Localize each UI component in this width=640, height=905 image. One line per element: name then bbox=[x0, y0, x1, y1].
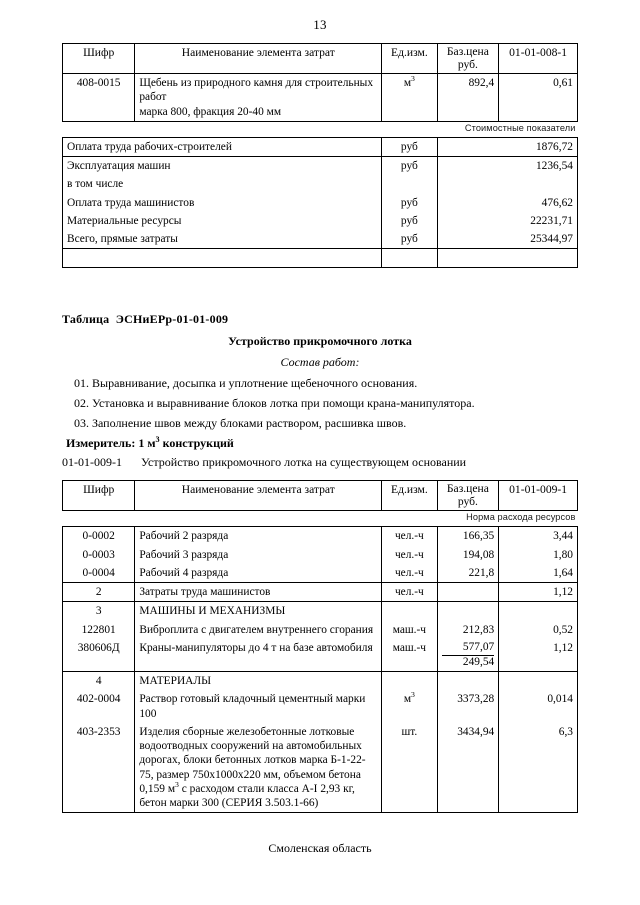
cell-unit-exponent: 3 bbox=[411, 690, 415, 700]
section-gap bbox=[62, 268, 578, 312]
cell-unit: маш.-ч bbox=[382, 639, 437, 672]
cost-unit: руб bbox=[382, 137, 437, 156]
cell-norm: 3,44 bbox=[499, 527, 578, 546]
col-header-price bbox=[437, 481, 499, 511]
col-header-price-line1: Баз.цена bbox=[446, 482, 489, 496]
cell-unit bbox=[382, 602, 437, 621]
cell-price bbox=[437, 602, 499, 621]
cell-norm: 1,80 bbox=[499, 546, 578, 564]
cost-value bbox=[499, 175, 578, 193]
table-row bbox=[63, 583, 578, 602]
cell-norm: 1,64 bbox=[499, 564, 578, 583]
table-row-bottom-pad bbox=[63, 249, 578, 268]
cell-unit: маш.-ч bbox=[382, 621, 437, 639]
band-label-cost: Стоимостные показатели bbox=[464, 122, 576, 133]
band-label-norms: Норма расхода ресурсов bbox=[466, 512, 576, 523]
table-row-cost bbox=[63, 157, 578, 176]
cell-norm bbox=[499, 672, 578, 691]
col-header-name: Наименование элемента затрат bbox=[135, 44, 382, 74]
work-item: 03. Заполнение швов между блоками раствором, расшивка швов. bbox=[74, 416, 407, 431]
cell-name: Рабочий 2 разряда bbox=[135, 527, 382, 546]
cell-price: 221,8 bbox=[437, 564, 499, 583]
section-heading-block bbox=[62, 312, 578, 470]
table-header-row bbox=[63, 481, 578, 511]
cost-unit: руб bbox=[382, 230, 437, 249]
cell-code: 4 bbox=[63, 672, 135, 691]
cell-price: 166,35 bbox=[437, 527, 499, 546]
table-row-cost bbox=[63, 212, 578, 230]
pad-unit bbox=[382, 249, 437, 268]
cell-code: 0-0003 bbox=[63, 546, 135, 564]
cell-unit bbox=[382, 672, 437, 691]
cell-code: 403-2353 bbox=[63, 723, 135, 813]
cost-empty bbox=[437, 230, 499, 249]
page-number: 13 bbox=[313, 17, 327, 32]
work-item: 02. Установка и выравнивание блоков лотка при помощи крана-манипулятора. bbox=[74, 396, 475, 411]
col-header-price-line1: Баз.цена bbox=[446, 45, 489, 58]
table-row-resource bbox=[63, 74, 578, 122]
cell-unit-exponent: 3 bbox=[411, 74, 415, 84]
table-01-01-008 bbox=[62, 43, 578, 268]
table-caption bbox=[62, 312, 578, 327]
table-row-long-description bbox=[63, 723, 578, 813]
cell-name-line2: марка 800, фракция 20-40 мм bbox=[139, 105, 282, 118]
cell-unit: чел.-ч bbox=[382, 527, 437, 546]
cost-label: в том числе bbox=[63, 175, 382, 193]
izmeritel-line bbox=[66, 436, 578, 451]
cell-price: 3434,94 bbox=[437, 723, 499, 813]
col-header-name: Наименование элемента затрат bbox=[135, 481, 382, 511]
table-header-row bbox=[63, 44, 578, 74]
cell-name: МАТЕРИАЛЫ bbox=[135, 672, 382, 691]
footer-region: Смоленская область bbox=[268, 841, 372, 856]
izmeritel-exponent: 3 bbox=[155, 435, 160, 445]
cost-empty bbox=[437, 137, 499, 156]
cost-unit: руб bbox=[382, 194, 437, 212]
band-row-cost-indicators bbox=[63, 121, 578, 137]
table-row-crane bbox=[63, 639, 578, 672]
izmeritel-suffix: конструкций bbox=[159, 436, 234, 451]
table-row bbox=[63, 564, 578, 583]
cell-name: Рабочий 4 разряда bbox=[135, 564, 382, 583]
cell-unit bbox=[382, 690, 437, 723]
price-denominator: 249,54 bbox=[462, 655, 495, 668]
cost-unit: руб bbox=[382, 212, 437, 230]
table-row-cost bbox=[63, 230, 578, 249]
col-header-code: Шифр bbox=[63, 481, 135, 511]
table-row-group-title bbox=[63, 602, 578, 621]
col-header-price bbox=[437, 44, 499, 74]
cost-unit: руб bbox=[382, 157, 437, 176]
cell-norm: 0,014 bbox=[499, 690, 578, 723]
cell-name bbox=[135, 74, 382, 122]
cell-unit-text: м bbox=[403, 77, 412, 90]
cell-name: Краны-манипуляторы до 4 т на базе автомобиля bbox=[135, 639, 382, 672]
cost-label: Эксплуатация машин bbox=[63, 157, 382, 176]
cost-value: 22231,71 bbox=[499, 212, 578, 230]
cell-norm: 0,52 bbox=[499, 621, 578, 639]
table-row bbox=[63, 690, 578, 723]
cost-empty bbox=[437, 212, 499, 230]
cell-code: 3 bbox=[63, 602, 135, 621]
izmeritel-prefix: Измеритель: 1 м bbox=[66, 436, 156, 451]
price-numerator: 577,07 bbox=[442, 641, 495, 656]
cell-unit: чел.-ч bbox=[382, 546, 437, 564]
band-row-resource-norms bbox=[63, 511, 578, 527]
band-spacer bbox=[63, 511, 382, 527]
cell-norm bbox=[499, 602, 578, 621]
cell-norm: 1,12 bbox=[499, 583, 578, 602]
col-header-unit: Ед.изм. bbox=[382, 481, 437, 511]
cell-name: Затраты труда машинистов bbox=[135, 583, 382, 602]
cell-code: 2 bbox=[63, 583, 135, 602]
page-content bbox=[62, 43, 578, 856]
col-header-price-line2: руб. bbox=[457, 494, 478, 508]
cell-price: 212,83 bbox=[437, 621, 499, 639]
col-header-unit: Ед.изм. bbox=[382, 44, 437, 74]
col-header-code: Шифр bbox=[63, 44, 135, 74]
pad-price bbox=[437, 249, 499, 268]
cost-unit bbox=[382, 175, 437, 193]
cell-code: 0-0002 bbox=[63, 527, 135, 546]
work-title: Устройство прикромочного лотка bbox=[228, 334, 412, 349]
cell-unit: чел.-ч bbox=[382, 583, 437, 602]
cell-name: МАШИНЫ И МЕХАНИЗМЫ bbox=[135, 602, 382, 621]
norm-line bbox=[62, 455, 578, 470]
cost-empty bbox=[437, 175, 499, 193]
cell-price-fraction bbox=[437, 639, 499, 672]
cell-name: Виброплита с двигателем внутреннего сгорания bbox=[135, 621, 382, 639]
cost-value: 1236,54 bbox=[499, 157, 578, 176]
cell-norm: 6,3 bbox=[499, 723, 578, 813]
cell-code: 380606Д bbox=[63, 639, 135, 672]
cell-code: 408-0015 bbox=[63, 74, 135, 122]
cost-value: 476,62 bbox=[499, 194, 578, 212]
cost-label: Оплата труда машинистов bbox=[63, 194, 382, 212]
cell-norm: 0,61 bbox=[499, 74, 578, 122]
table-row bbox=[63, 527, 578, 546]
cell-price: 3373,28 bbox=[437, 690, 499, 723]
col-header-norm: 01-01-008-1 bbox=[499, 44, 578, 74]
cost-label: Всего, прямые затраты bbox=[63, 230, 382, 249]
pad-left bbox=[63, 249, 382, 268]
cost-value: 1876,72 bbox=[499, 137, 578, 156]
cell-code: 122801 bbox=[63, 621, 135, 639]
cost-empty bbox=[437, 157, 499, 176]
norm-text: Устройство прикромочного лотка на существующем основании bbox=[141, 455, 467, 470]
cell-unit bbox=[382, 74, 437, 122]
table-row bbox=[63, 546, 578, 564]
table-row-cost bbox=[63, 137, 578, 156]
cell-price: 194,08 bbox=[437, 546, 499, 564]
col-header-norm: 01-01-009-1 bbox=[499, 481, 578, 511]
norm-code: 01-01-009-1 bbox=[62, 455, 122, 470]
cell-price bbox=[437, 672, 499, 691]
cell-price bbox=[437, 583, 499, 602]
cost-label: Материальные ресурсы bbox=[63, 212, 382, 230]
cell-name: Изделия сборные железобетонные лотковые водоотводных сооружений на автомобильных дорогах, блоки бетонных лотков марка Б-1-22-75, размер 750х1000х220 мм, объемом бетона 0,159 $м^3$ с расходом стали класса А-I 2,93 кг, бетон марки 300 (СЕРИЯ 3.503.1-66) bbox=[135, 723, 382, 813]
table-row-cost bbox=[63, 194, 578, 212]
col-header-price-line2: руб. bbox=[457, 57, 478, 71]
cell-unit: шт. bbox=[382, 723, 437, 813]
cell-unit-text: м bbox=[403, 693, 412, 706]
band-spacer bbox=[63, 121, 382, 137]
cell-name: Раствор готовый кладочный цементный марки 100 bbox=[135, 690, 382, 723]
table-caption-label: Таблица bbox=[62, 312, 110, 327]
cell-norm: 1,12 bbox=[499, 639, 578, 672]
cost-label: Оплата труда рабочих-строителей bbox=[63, 137, 382, 156]
cell-price: 892,4 bbox=[437, 74, 499, 122]
sostav-rabot-label: Состав работ: bbox=[280, 355, 360, 370]
cost-empty bbox=[437, 194, 499, 212]
pad-norm bbox=[499, 249, 578, 268]
table-row bbox=[63, 621, 578, 639]
cost-value: 25344,97 bbox=[499, 230, 578, 249]
cell-unit: чел.-ч bbox=[382, 564, 437, 583]
cell-code: 0-0004 bbox=[63, 564, 135, 583]
table-row-cost bbox=[63, 175, 578, 193]
work-item: 01. Выравнивание, досыпка и уплотнение щебеночного основания. bbox=[74, 376, 418, 391]
cell-name-line1: Щебень из природного камня для строительных работ bbox=[139, 77, 374, 104]
table-01-01-009 bbox=[62, 480, 578, 813]
price-fraction bbox=[442, 641, 495, 669]
table-row-group-title bbox=[63, 672, 578, 691]
cell-code: 402-0004 bbox=[63, 690, 135, 723]
table-caption-code: ЭСНиЕРр-01-01-009 bbox=[115, 312, 229, 327]
cell-name: Рабочий 3 разряда bbox=[135, 546, 382, 564]
